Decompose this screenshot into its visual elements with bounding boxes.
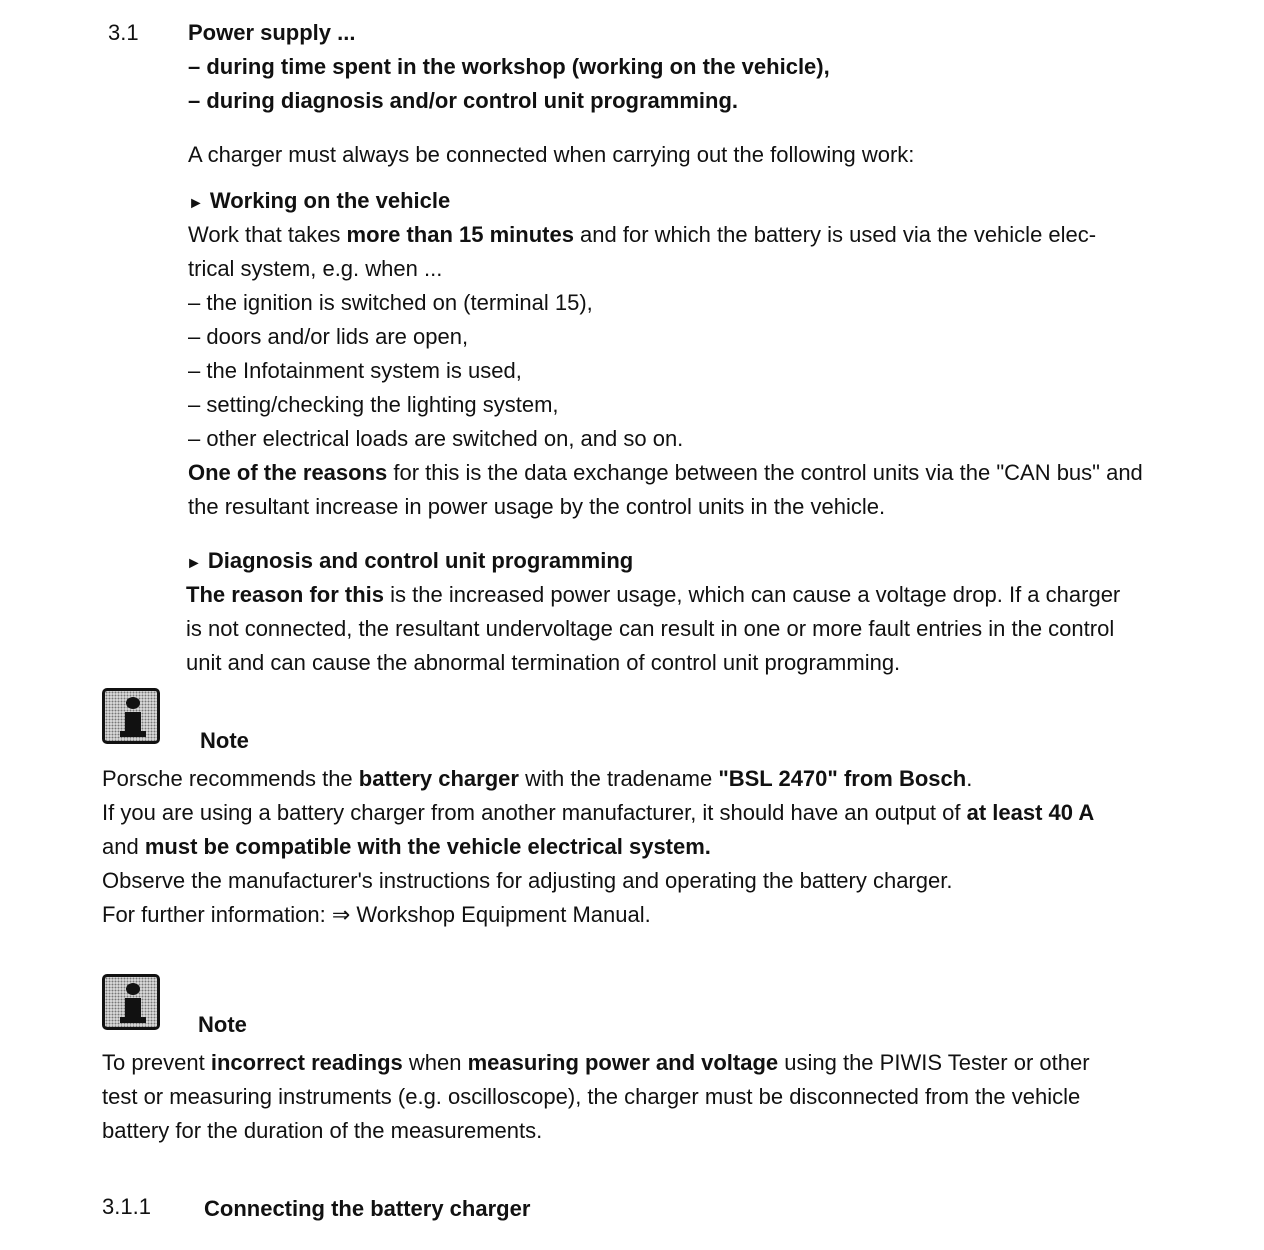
note2-line2: test or measuring instruments (e.g. oscilloscope), the charger must be disconnected from the vehicle: [102, 1084, 1081, 1109]
working-heading-text: Working on the vehicle: [209, 188, 451, 213]
subsection-number: 3.1.1: [102, 1194, 151, 1219]
note1-l1e: .: [966, 766, 973, 791]
info-icon: [102, 974, 160, 1030]
section-title: [188, 16, 830, 118]
note1-line1: [102, 762, 1094, 796]
working-reason-line2: the resultant increase in power usage by the control units in the vehicle.: [188, 494, 886, 519]
subsection-title: Connecting the battery charger: [204, 1196, 531, 1221]
note1-line4: Observe the manufacturer's instructions for adjusting and operating the battery charger.: [102, 868, 953, 893]
note1-l3a: and: [102, 834, 145, 859]
diagnosis-heading: [186, 544, 1120, 578]
list-item: – setting/checking the lighting system,: [188, 392, 559, 417]
working-para-line2: trical system, e.g. when ...: [188, 256, 443, 281]
list-item: – the Infotainment system is used,: [188, 358, 522, 383]
note1-line3: [102, 830, 1094, 864]
note1-l2a: If you are using a battery charger from another manufacturer, it should have an output of: [102, 800, 967, 825]
note2-line3: battery for the duration of the measurements.: [102, 1118, 543, 1143]
list-item: – other electrical loads are switched on, and so on.: [188, 426, 684, 451]
note2-l1d: measuring power and voltage: [467, 1050, 779, 1075]
diagnosis-block: [186, 544, 1120, 680]
working-p1b: more than 15 minutes: [346, 222, 574, 247]
section-title-line3: – during diagnosis and/or control unit programming.: [188, 88, 739, 113]
diagnosis-line3: unit and can cause the abnormal termination of control unit programming.: [186, 650, 901, 675]
note1-line5: For further information: ⇒ Workshop Equipment Manual.: [102, 902, 651, 927]
play-arrow-icon: ►: [188, 195, 204, 212]
note2-l1c: when: [402, 1050, 468, 1075]
play-arrow-icon: ►: [186, 555, 202, 572]
note1-l1b: battery charger: [358, 766, 519, 791]
note1-l1a: Porsche recommends the: [102, 766, 359, 791]
section-number: 3.1: [108, 20, 139, 45]
diagnosis-line1-rest: is the increased power usage, which can cause a voltage drop. If a charger: [384, 582, 1121, 607]
diagnosis-heading-text: Diagnosis and control unit programming: [207, 548, 634, 573]
note1-body: [102, 762, 1094, 932]
diagnosis-reason-bold: The reason for this: [186, 582, 385, 607]
note2-l1e: using the PIWIS Tester or other: [778, 1050, 1090, 1075]
working-reason-rest1: for this is the data exchange between the control units via the "CAN bus" and: [387, 460, 1143, 485]
note2-body: [102, 1046, 1090, 1148]
note1-l1d: "BSL 2470" from Bosch: [718, 766, 967, 791]
note2-l1a: To prevent: [102, 1050, 211, 1075]
working-reason-line1: [188, 456, 1143, 490]
diagnosis-line2: is not connected, the resultant undervoltage can result in one or more fault entries in the control: [186, 616, 1115, 641]
note1-l3b: must be compatible with the vehicle electrical system.: [144, 834, 711, 859]
intro-text: A charger must always be connected when carrying out the following work:: [188, 142, 915, 167]
working-p1a: Work that takes: [188, 222, 347, 247]
note1-l1c: with the tradename: [518, 766, 719, 791]
note2-l1b: incorrect readings: [210, 1050, 403, 1075]
working-p1c: and for which the battery is used via the vehicle elec-: [573, 222, 1097, 247]
working-para-line1: [188, 218, 1143, 252]
section-title-line1: Power supply ...: [188, 20, 356, 45]
note1-l2b: at least 40 A: [966, 800, 1095, 825]
section-title-line2: – during time spent in the workshop (working on the vehicle),: [188, 54, 830, 79]
note1-line2: [102, 796, 1094, 830]
working-block: [188, 184, 1143, 524]
note2-line1: [102, 1046, 1090, 1080]
list-item: – the ignition is switched on (terminal 15),: [188, 290, 593, 315]
info-icon: [102, 688, 160, 744]
diagnosis-line1: [186, 578, 1120, 612]
note1-label: Note: [200, 728, 249, 753]
working-heading: [188, 184, 1143, 218]
note2-label: Note: [198, 1012, 247, 1037]
working-reason-bold: One of the reasons: [188, 460, 388, 485]
list-item: – doors and/or lids are open,: [188, 324, 469, 349]
